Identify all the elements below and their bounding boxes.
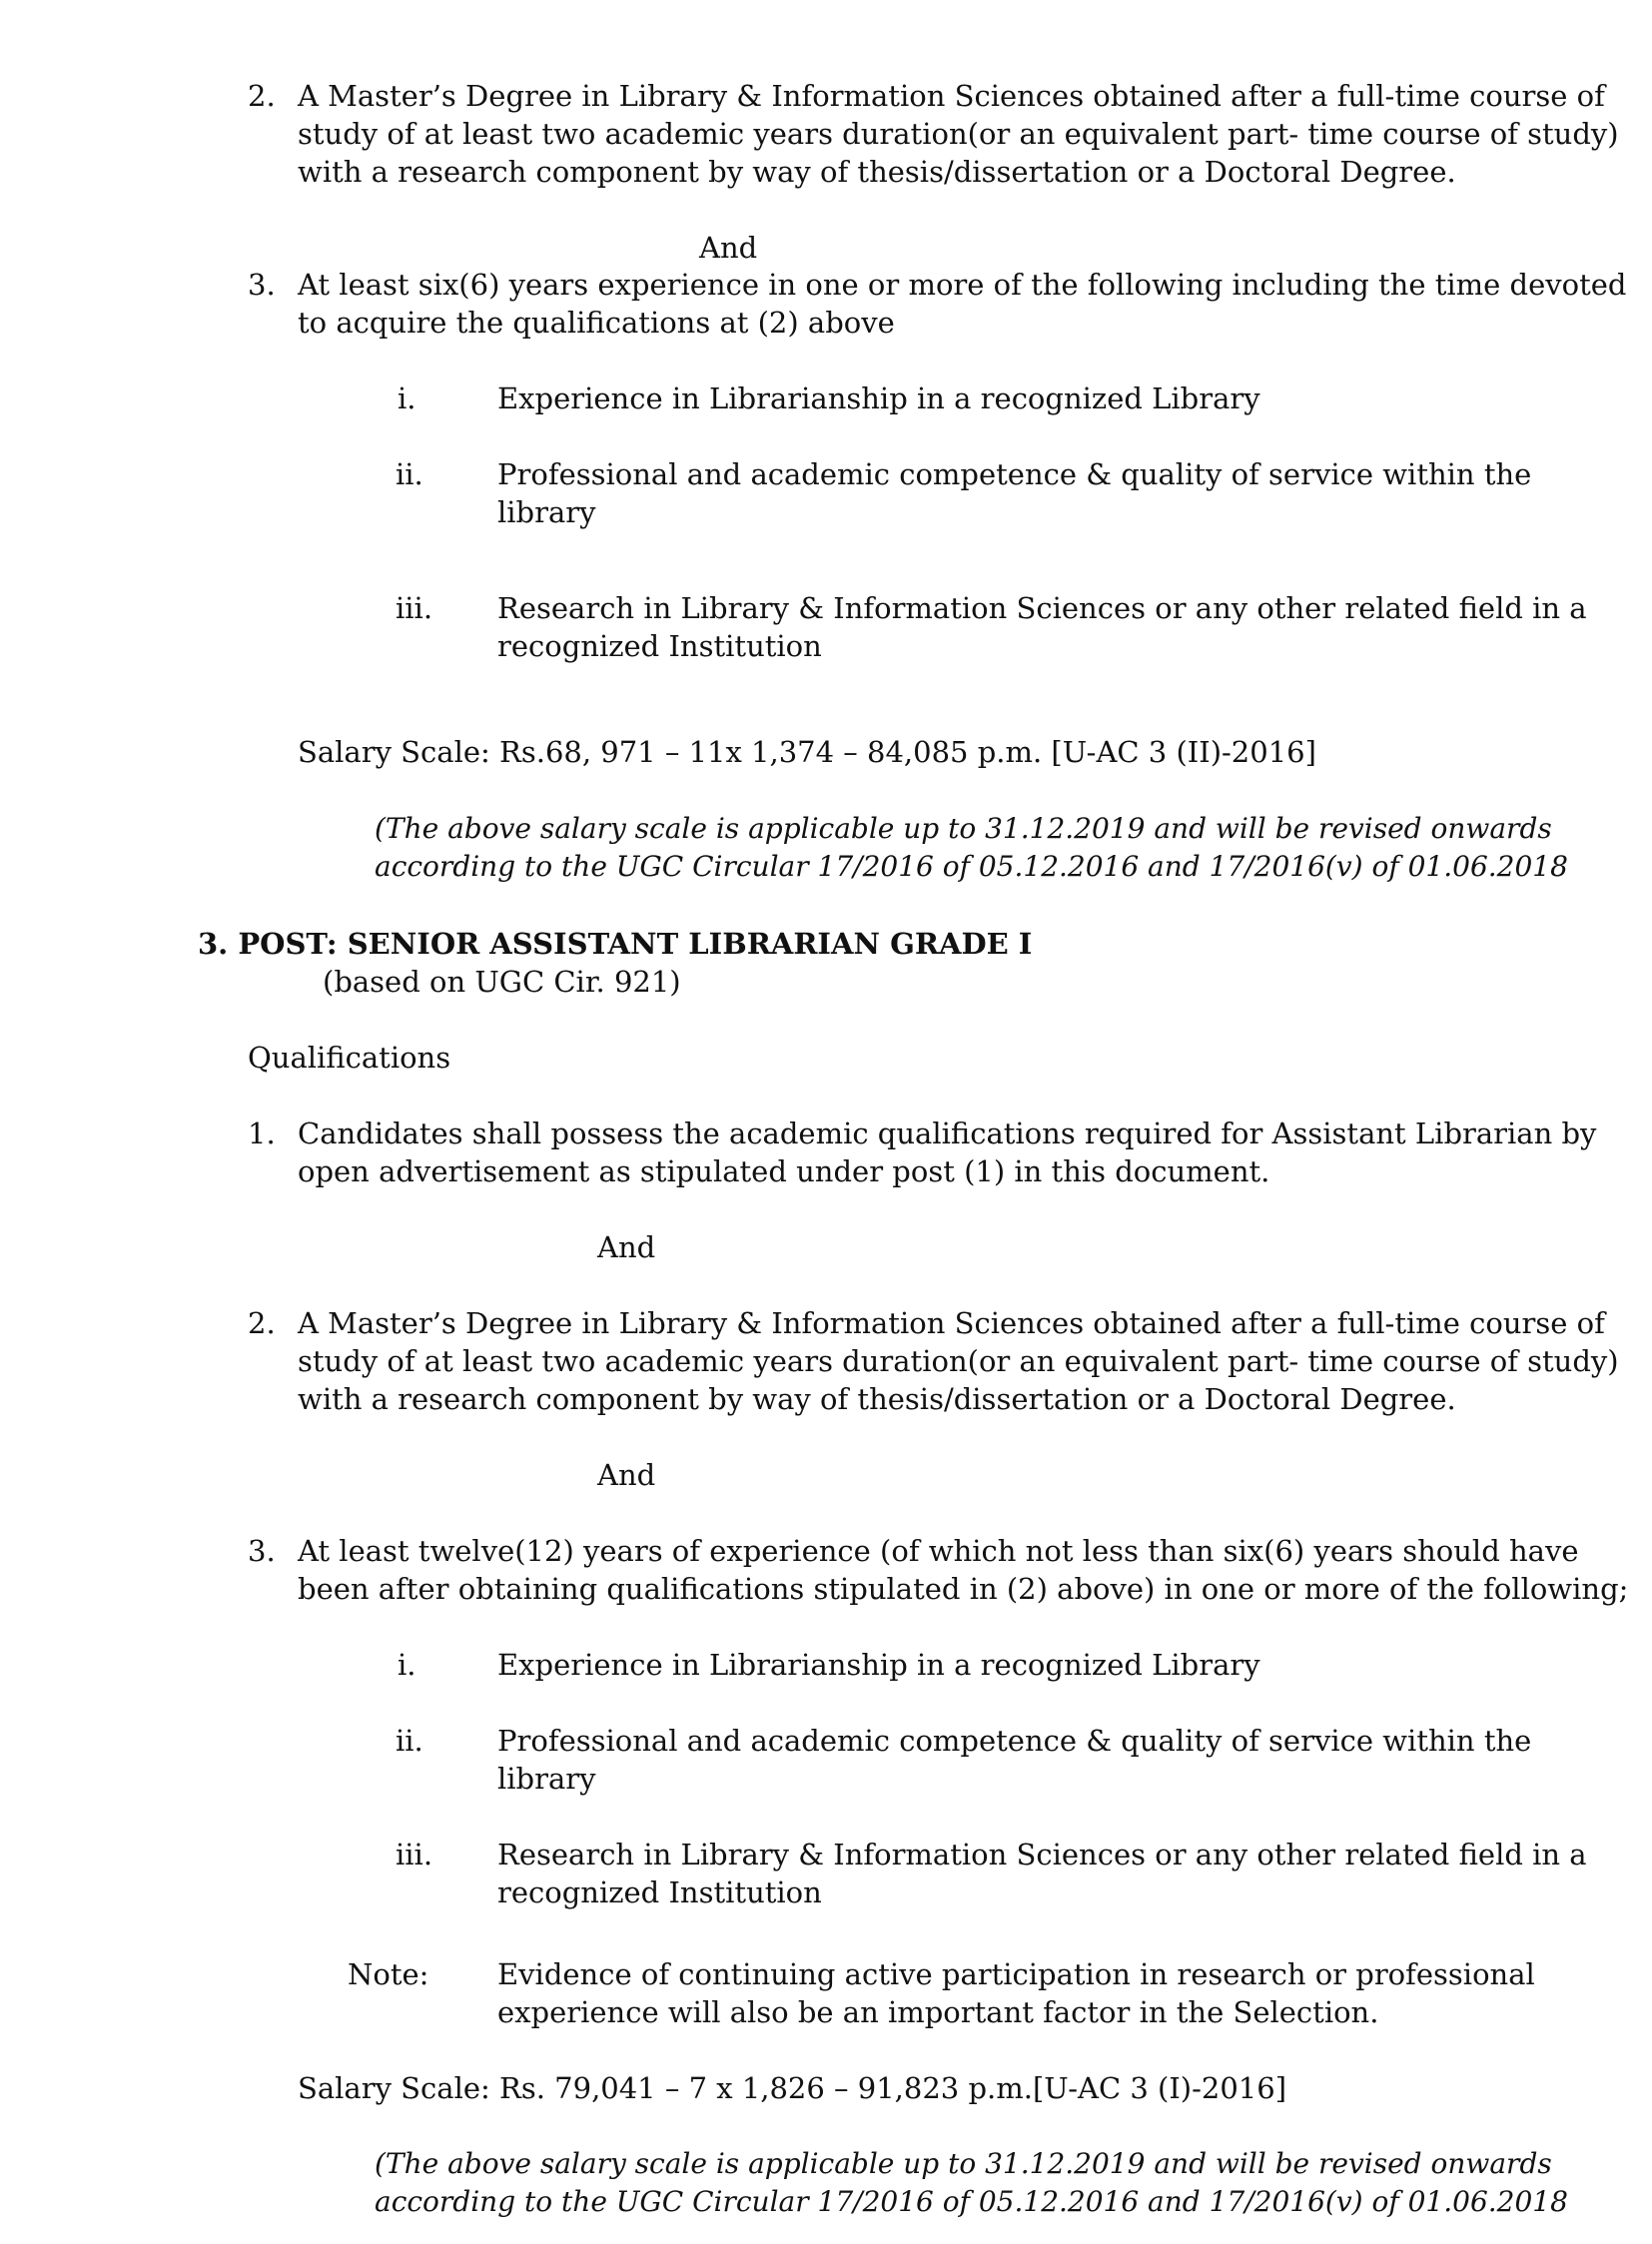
item-text-line: study of at least two academic years duration(or an equivalent part- time course of study) [298,1344,1619,1378]
salary-note-line: (The above salary scale is applicable up to 31.12.2019 and will be revised onwards [375,2147,1552,2180]
item-number: 3. [248,1534,276,1568]
subitem-text-line: library [497,495,596,529]
subitem-text-line: library [497,1762,596,1796]
item-number: 3. [248,268,276,302]
subitem-text-line: Research in Library & Information Sciences or any other related field in a [497,591,1587,625]
and-connector: And [597,1230,656,1264]
item-text-line: At least twelve(12) years of experience (of which not less than six(6) years should have [298,1534,1579,1568]
note-label: Note: [348,1957,429,1991]
and-connector: And [597,1458,656,1492]
subitem-text-line: Professional and academic competence & quality of service within the [497,457,1532,491]
item-number: 2. [248,79,276,113]
note-text-line: Evidence of continuing active participation in research or professional [497,1957,1535,1991]
subitem-number: iii. [396,1838,433,1871]
subitem-number: i. [398,1648,416,1682]
and-connector: And [699,231,758,265]
section-heading: 3. POST: SENIOR ASSISTANT LIBRARIAN GRADE I [198,927,1033,961]
subitem-text-line: Research in Library & Information Sciences or any other related field in a [497,1838,1587,1871]
item-number: 2. [248,1306,276,1340]
item-text-line: open advertisement as stipulated under post (1) in this document. [298,1154,1270,1188]
subitem-text-line: Experience in Librarianship in a recognized Library [497,1648,1260,1682]
subitem-number: i. [398,381,416,415]
item-text-line: been after obtaining qualifications stipulated in (2) above) in one or more of the following; [298,1572,1629,1606]
item-text-line: with a research component by way of thesis/dissertation or a Doctoral Degree. [298,155,1456,189]
salary-note-line: according to the UGC Circular 17/2016 of 05.12.2016 and 17/2016(v) of 01.06.2018 [375,2185,1568,2218]
salary-note-line: (The above salary scale is applicable up to 31.12.2019 and will be revised onwards [375,812,1552,845]
item-text-line: A Master’s Degree in Library & Information Sciences obtained after a full-time course of [298,1306,1605,1340]
item-text-line: study of at least two academic years duration(or an equivalent part- time course of study) [298,117,1619,151]
item-text-line: A Master’s Degree in Library & Information Sciences obtained after a full-time course of [298,79,1605,113]
subitem-number: ii. [396,457,423,491]
salary-note-line: according to the UGC Circular 17/2016 of 05.12.2016 and 17/2016(v) of 01.06.2018 [375,850,1568,883]
subitem-text-line: recognized Institution [497,629,822,663]
subitem-text-line: recognized Institution [497,1875,822,1909]
item-text-line: to acquire the qualifications at (2) above [298,306,895,340]
item-number: 1. [248,1117,276,1150]
salary-scale: Salary Scale: Rs. 79,041 – 7 x 1,826 – 91,823 p.m.[U-AC 3 (I)-2016] [298,2071,1287,2105]
subitem-number: iii. [396,591,433,625]
item-text-line: with a research component by way of thesis/dissertation or a Doctoral Degree. [298,1382,1456,1416]
item-text-line: Candidates shall possess the academic qualifications required for Assistant Librarian by [298,1117,1597,1150]
subitem-text-line: Experience in Librarianship in a recognized Library [497,381,1260,415]
subitem-text-line: Professional and academic competence & quality of service within the [497,1724,1532,1758]
note-text-line: experience will also be an important factor in the Selection. [497,1995,1379,2029]
qualifications-label: Qualifications [248,1041,451,1075]
item-text-line: At least six(6) years experience in one or more of the following including the time devoted [298,268,1627,302]
salary-scale: Salary Scale: Rs.68, 971 – 11x 1,374 – 84,085 p.m. [U-AC 3 (II)-2016] [298,735,1316,769]
section-subheading: (based on UGC Cir. 921) [323,965,681,999]
subitem-number: ii. [396,1724,423,1758]
